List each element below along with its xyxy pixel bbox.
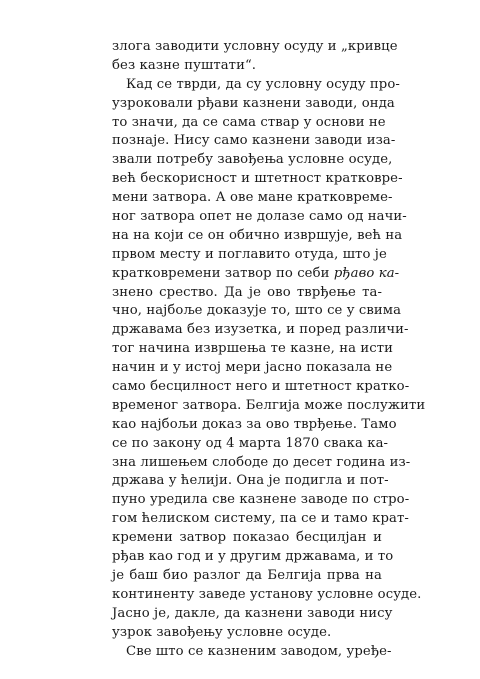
text-line: већ бескорисност и штетност кратковре- [112, 171, 403, 187]
text-line: гом ћелиском систему, па се и тамо крат- [112, 511, 409, 527]
text-line: чно, најбоље доказује то, што се у свима [112, 303, 402, 319]
text-line: првом месту и поглавито отуда, што је [112, 246, 387, 262]
text-line: временог затвора. Белгија може послужити [112, 397, 426, 413]
text-line: без казне пуштати“. [112, 57, 257, 73]
italic-phrase: рђаво ка- [333, 265, 400, 281]
text-line: познаје. Нису само казнени заводи изa- [112, 133, 396, 149]
text-line: Кад се тврди, да су условну осуду про- [126, 76, 400, 92]
text-line: Све што се казненим заводом, уређе- [126, 643, 392, 659]
text-line: злога заводити условну осуду и „кривце [112, 39, 398, 54]
text-line: узрок завођењу условне осуде. [112, 624, 332, 640]
text-line: узроковали рђави казнени заводи, онда [112, 95, 395, 111]
text-line: Јасно је, дакле, да казнени заводи нису [112, 605, 393, 621]
text-line-start: кратковремени затвор по себи [112, 265, 334, 281]
text-line: кремени затвор показао бесцилјан и [112, 530, 382, 546]
text-line: пуно уредила све казнене заводе по стро- [112, 492, 410, 508]
text-line: државама без изузетка, и поред различи- [112, 322, 409, 338]
text-line: то значи, да се сама ствар у основи не [112, 114, 386, 130]
text-line: само бесцилност него и штетност кратко- [112, 379, 410, 395]
text-line: као најбољи доказ за ово тврђење. Тамо [112, 416, 397, 432]
text-line: континенту заведе установу условне осуде. [112, 586, 422, 602]
text-line: ног затвора опет не долазе само од начи- [112, 209, 407, 225]
text-line: мени затвора. А ове мане кратковреме- [112, 190, 393, 206]
text-line: зна лишењем слободе до десет година из- [112, 454, 411, 470]
text-line: знено срество. Да је ово тврђење та- [112, 284, 382, 300]
text-line: рђав као год и у другим државама, и то [112, 549, 394, 565]
text-line: тог начина извршења те казне, на исти [112, 341, 394, 357]
text-line: звали потребу завођења условне осуде, [112, 152, 393, 168]
body-text [112, 38, 426, 661]
text-line [112, 265, 400, 284]
text-line: је баш био разлог да Белгија прва на [112, 567, 382, 583]
text-line: се по закону од 4 марта 1870 свака ка- [112, 435, 389, 451]
text-line: држава у ћелији. Она је подигла и пот- [112, 473, 389, 489]
text-line: начин и у истој мери јасно показала не [112, 360, 393, 376]
text-line: на на који се он обично извршује, већ на [112, 227, 403, 243]
